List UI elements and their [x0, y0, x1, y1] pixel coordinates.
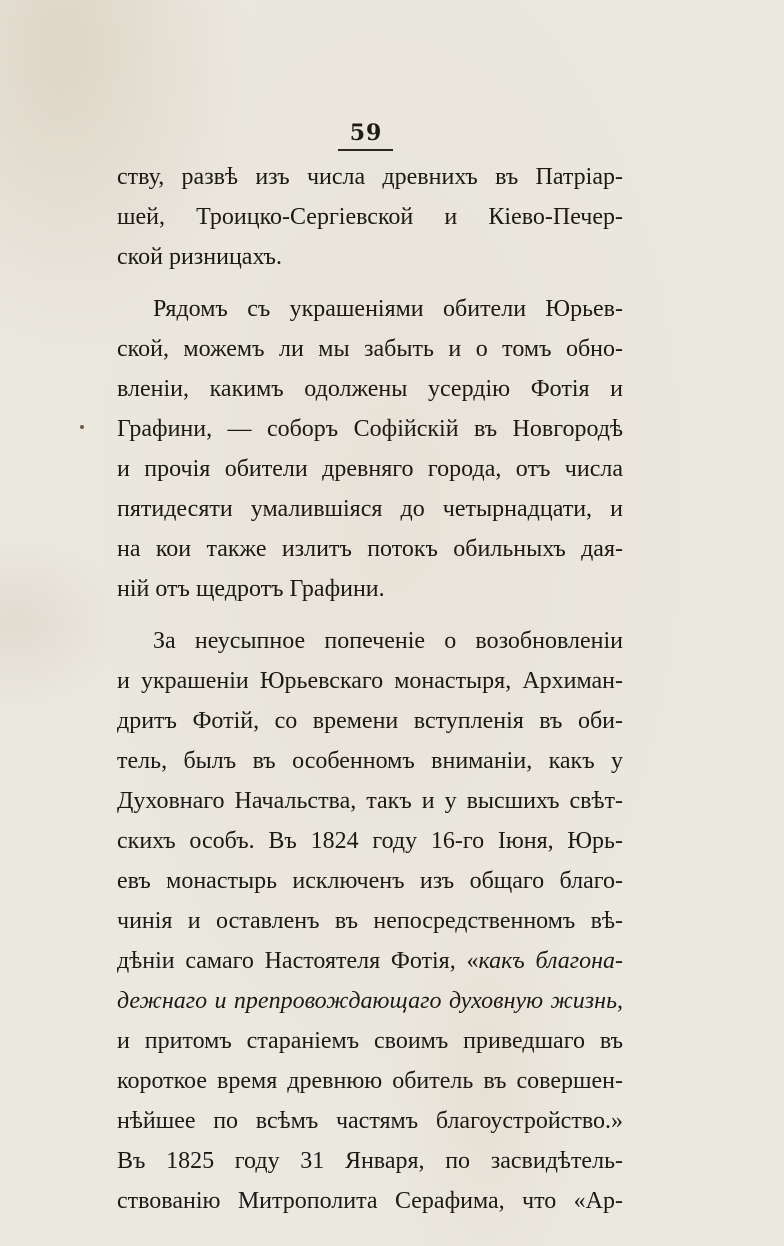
- text-line: пятидесяти умалившіяся до четырнадцати, и: [117, 496, 623, 522]
- text-line: Рядомъ съ украшеніями обители Юрьев-: [153, 296, 623, 322]
- body-text: [117, 157, 623, 1221]
- text-line: и украшеніи Юрьевскаго монастыря, Архиман-: [117, 668, 623, 694]
- page-number: 59: [349, 120, 383, 146]
- paper-speck: [80, 425, 84, 429]
- text-line: ской ризницахъ.: [117, 244, 282, 270]
- text-line: шей, Троицко-Сергіевской и Кіево-Печер-: [117, 204, 623, 230]
- text-line: Духовнаго Начальства, такъ и у высшихъ свѣт-: [117, 788, 623, 814]
- text-line: скихъ особъ. Въ 1824 году 16-го Іюня, Юрь-: [117, 828, 623, 854]
- text-line: дѣніи самаго Настоятеля Фотія, «какъ благона-: [117, 948, 623, 974]
- text-line: и притомъ стараніемъ своимъ приведшаго въ: [117, 1028, 623, 1054]
- text-line: евъ монастырь исключенъ изъ общаго благо-: [117, 868, 623, 894]
- page-number-rule: [338, 149, 393, 151]
- text-line: вленіи, какимъ одолжены усердію Фотія и: [117, 376, 623, 402]
- text-line: ствованію Митрополита Серафима, что «Ар-: [117, 1188, 623, 1214]
- text-line: ній отъ щедротъ Графини.: [117, 576, 385, 602]
- text-line: и прочія обители древняго города, отъ числа: [117, 456, 623, 482]
- text-line: ской, можемъ ли мы забыть и о томъ обно-: [117, 336, 623, 362]
- text-line: дритъ Фотій, со времени вступленія въ оби-: [117, 708, 623, 734]
- text-line: нѣйшее по всѣмъ частямъ благоустройство.»: [117, 1108, 623, 1134]
- text-line: Графини, — соборъ Софійскій въ Новгородѣ: [117, 416, 623, 442]
- text-line: ству, развѣ изъ числа древнихъ въ Патріар-: [117, 164, 623, 190]
- text-line: За неусыпное попеченіе о возобновленіи: [153, 628, 623, 654]
- text-line: Въ 1825 году 31 Января, по засвидѣтель-: [117, 1148, 623, 1174]
- text-line-italic: дежнаго и препровождающаго духовную жизнь,: [117, 988, 623, 1014]
- quotation-italic: какъ благона-: [478, 948, 623, 974]
- text-line: тель, былъ въ особенномъ вниманіи, какъ у: [117, 748, 623, 774]
- text-line: чинія и оставленъ въ непосредственномъ вѣ-: [117, 908, 623, 934]
- text-line: короткое время древнюю обитель въ совершен-: [117, 1068, 623, 1094]
- text-line: на кои также излитъ потокъ обильныхъ дая-: [117, 536, 623, 562]
